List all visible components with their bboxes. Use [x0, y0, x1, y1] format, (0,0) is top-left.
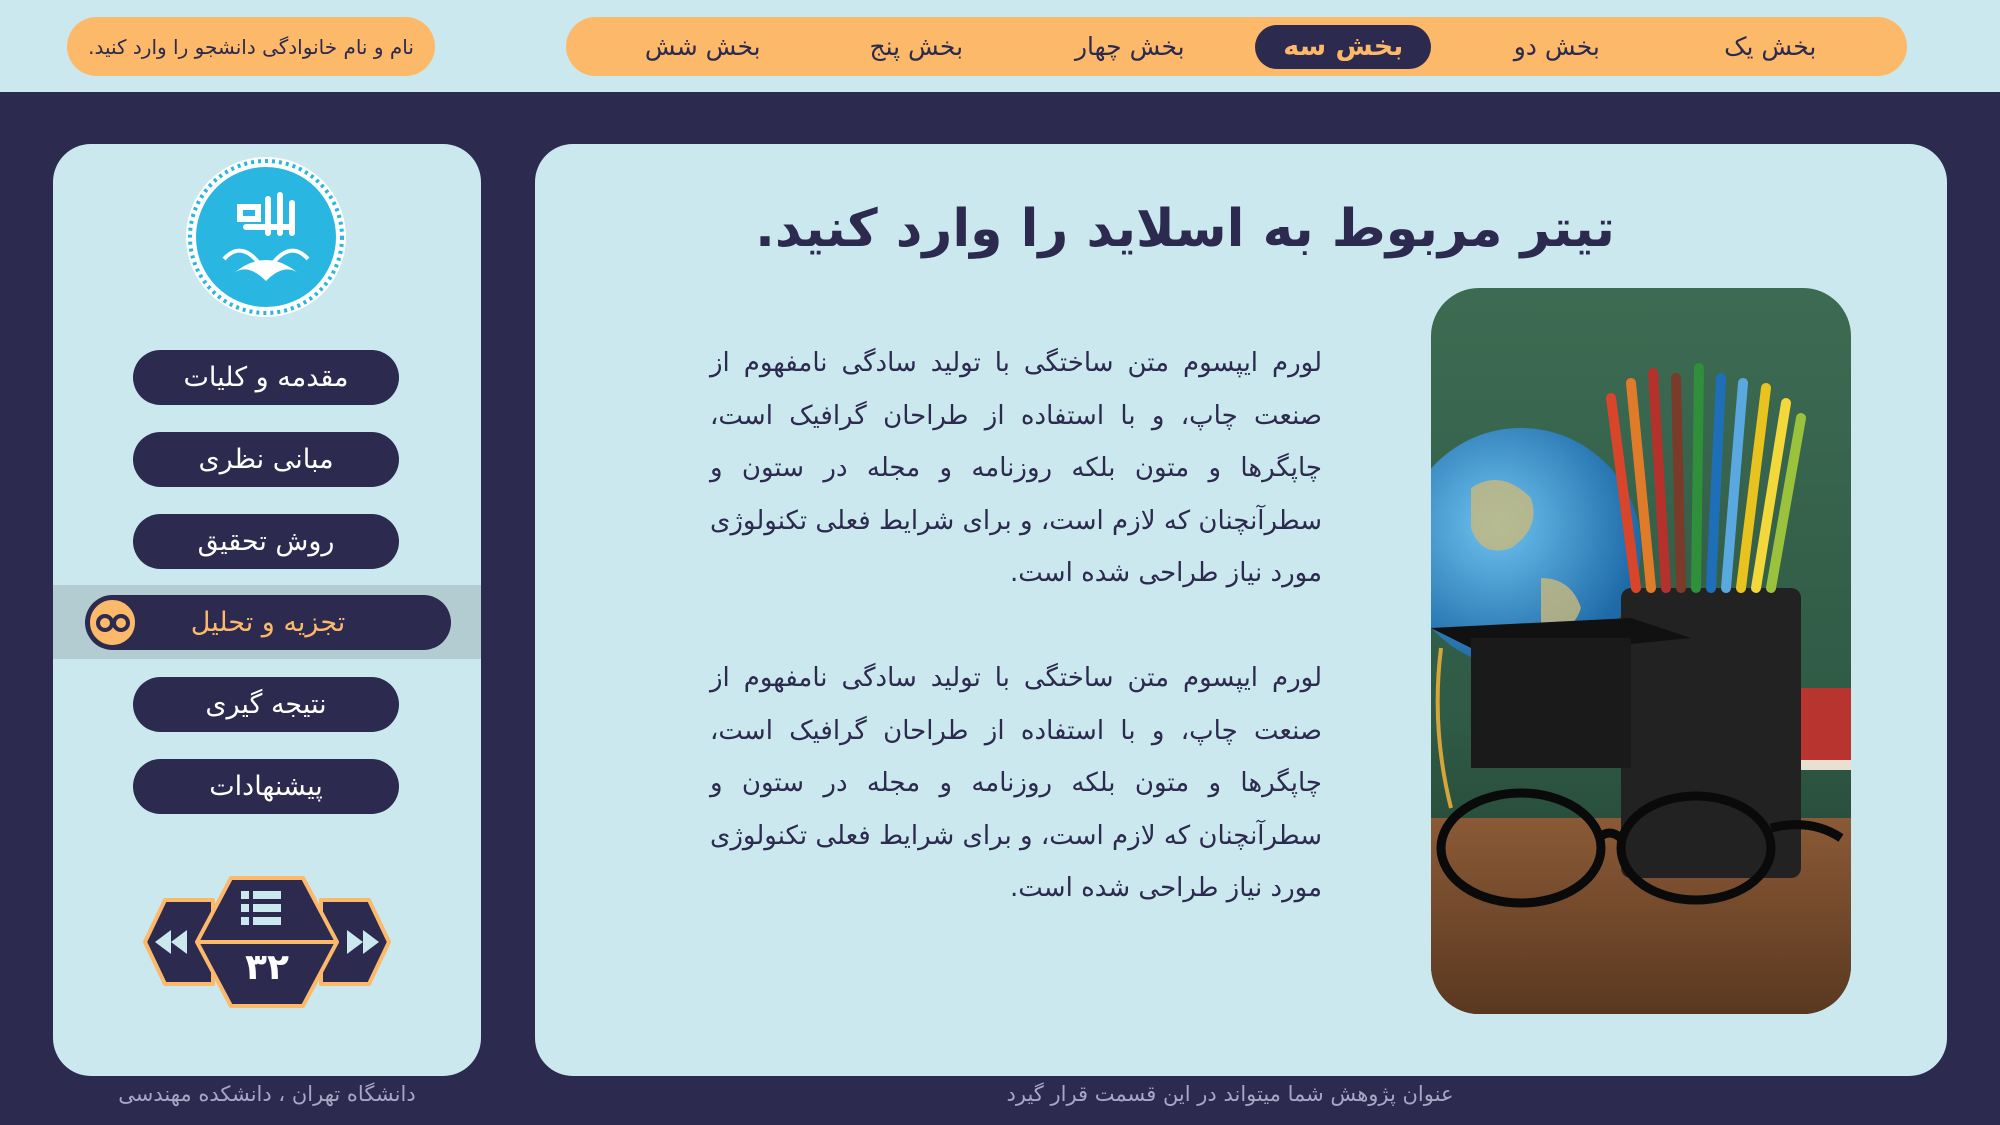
sidebar-item-label: پیشنهادات — [209, 771, 323, 802]
paragraph-2: لورم ایپسوم متن ساختگی با تولید سادگی نامفهوم از صنعت چاپ، و با استفاده از طراحان گرافیک است، چاپگرها و متون بلکه روزنامه و مجله در ستون و سطرآنچنان که لازم است، و برای شرایط فعلی تکنولوژی مورد نیاز طراحی شده است. — [710, 663, 1322, 903]
sidebar — [53, 144, 481, 1076]
tab-section-4[interactable] — [1042, 25, 1218, 69]
menu-list-icon[interactable] — [241, 891, 281, 925]
student-name-placeholder: نام و نام خانوادگی دانشجو را وارد کنید. — [88, 34, 414, 59]
tab-section-2[interactable] — [1469, 25, 1645, 69]
university-logo-icon — [184, 155, 348, 319]
paragraph-1: لورم ایپسوم متن ساختگی با تولید سادگی نامفهوم از صنعت چاپ، و با استفاده از طراحان گرافیک است، چاپگرها و متون بلکه روزنامه و مجله در ستون و سطرآنچنان که لازم است، و برای شرایط فعلی تکنولوژی مورد نیاز طراحی شده است. — [710, 348, 1322, 588]
sidebar-item-conclusion[interactable] — [133, 677, 399, 732]
sidebar-item-label: تجزیه و تحلیل — [190, 607, 346, 638]
sidebar-item-label: مقدمه و کلیات — [183, 362, 349, 393]
sidebar-item-label: مبانی نظری — [198, 444, 334, 475]
tab-label: بخش شش — [644, 32, 761, 61]
tab-section-6[interactable] — [615, 25, 791, 69]
gear-icon — [87, 597, 138, 648]
tab-section-5[interactable] — [828, 25, 1004, 69]
section-tabs — [566, 17, 1907, 76]
sidebar-item-analysis[interactable] — [85, 595, 451, 650]
tab-label: بخش چهار — [1074, 32, 1185, 61]
sidebar-item-suggestions[interactable] — [133, 759, 399, 814]
tab-section-1[interactable] — [1682, 25, 1858, 69]
sidebar-item-method[interactable] — [133, 514, 399, 569]
footer-research-title: عنوان پژوهش شما میتواند در این قسمت قرار گیرد — [1006, 1082, 1454, 1106]
footer-university: دانشگاه تهران ، دانشکده مهندسی — [118, 1082, 416, 1106]
slide-navigation — [141, 875, 393, 1009]
tab-label: بخش دو — [1513, 32, 1600, 61]
sidebar-item-label: نتیجه گیری — [205, 689, 327, 720]
top-bar — [0, 0, 2000, 92]
tab-label: بخش سه — [1283, 31, 1404, 62]
education-photo — [1431, 288, 1851, 1014]
sidebar-item-label: روش تحقیق — [197, 526, 335, 557]
tab-section-3[interactable] — [1255, 25, 1431, 69]
sidebar-item-theory[interactable] — [133, 432, 399, 487]
sidebar-item-introduction[interactable] — [133, 350, 399, 405]
tab-label: بخش یک — [1724, 32, 1817, 61]
student-name-field[interactable] — [67, 17, 435, 76]
page-number: ۳۲ — [245, 947, 289, 988]
slide-title: تیتر مربوط به اسلاید را وارد کنید. — [755, 199, 1615, 259]
tab-label: بخش پنج — [869, 32, 964, 61]
slide-content — [535, 144, 1947, 1076]
